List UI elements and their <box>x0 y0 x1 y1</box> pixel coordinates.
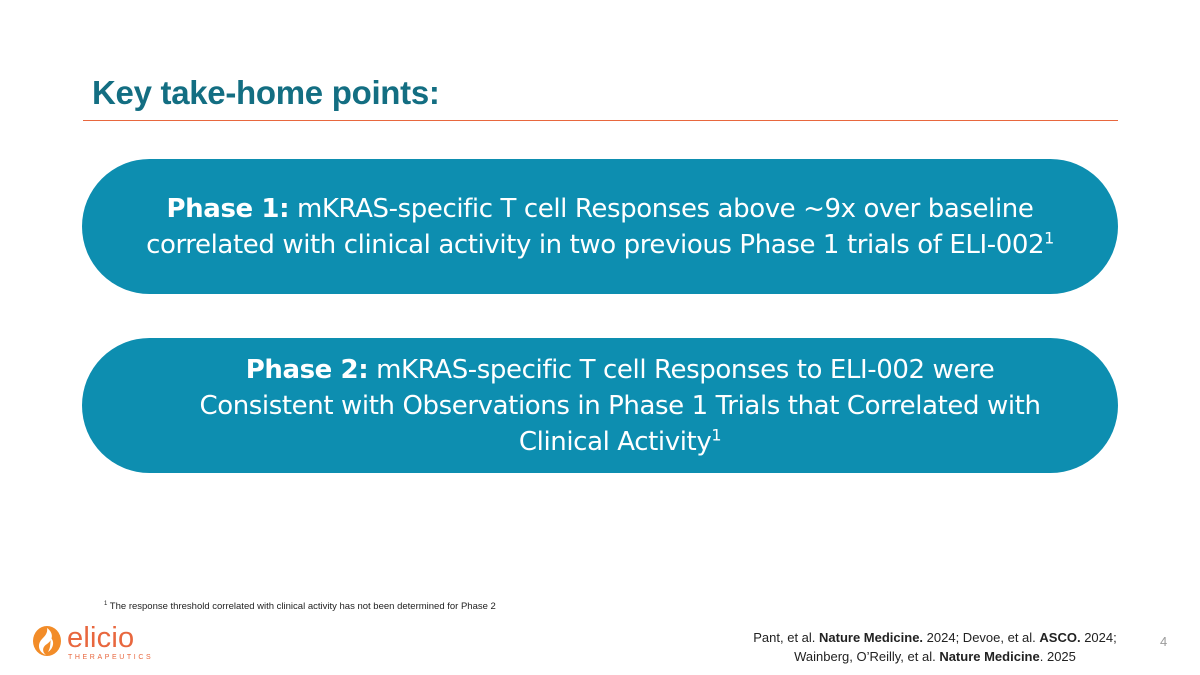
company-logo <box>32 624 152 664</box>
slide-title: Key take-home points: <box>92 74 440 111</box>
footnote-ref: 1 <box>711 424 722 444</box>
key-point-body: mKRAS-specific T cell Responses to ELI-002 were Consistent with Observations in Phase 1 Trials that Correlated with Clinical Activity <box>199 354 1041 457</box>
reference-text: 2024; <box>1080 630 1117 645</box>
reference-text: . 2025 <box>1039 649 1076 664</box>
reference-author: Wainberg, O’Reilly, et al. <box>794 649 940 664</box>
reference-journal: Nature Medicine <box>939 649 1040 664</box>
references <box>700 628 1170 666</box>
footnote-ref: 1 <box>1044 227 1054 247</box>
logo-wordmark: elicio <box>67 622 135 654</box>
key-point-label: Phase 2: <box>245 354 369 385</box>
key-point-phase-1 <box>82 159 1118 294</box>
reference-journal: ASCO. <box>1039 630 1081 645</box>
logo-subtitle: THERAPEUTICS <box>68 654 154 661</box>
key-point-label: Phase 1: <box>166 193 290 224</box>
key-point-text <box>142 191 1058 263</box>
footnote-text: The response threshold correlated with clinical activity has not been determined for Phase 2 <box>107 601 496 613</box>
key-point-body: mKRAS-specific T cell Responses above ~9x over baseline correlated with clinical activity in two previous Phase 1 trials of ELI-002 <box>146 193 1045 260</box>
reference-journal: Nature Medicine. <box>819 630 924 645</box>
reference-text: 2024; Devoe, et al. <box>923 630 1040 645</box>
key-point-phase-2 <box>82 338 1118 473</box>
title-divider <box>83 120 1118 121</box>
key-point-text <box>142 352 1058 460</box>
footnote <box>104 601 496 612</box>
flame-icon <box>32 624 64 658</box>
reference-author: Pant, et al. <box>753 630 820 645</box>
footnote-marker: 1 <box>104 601 108 607</box>
page-number: 4 <box>1160 634 1168 649</box>
